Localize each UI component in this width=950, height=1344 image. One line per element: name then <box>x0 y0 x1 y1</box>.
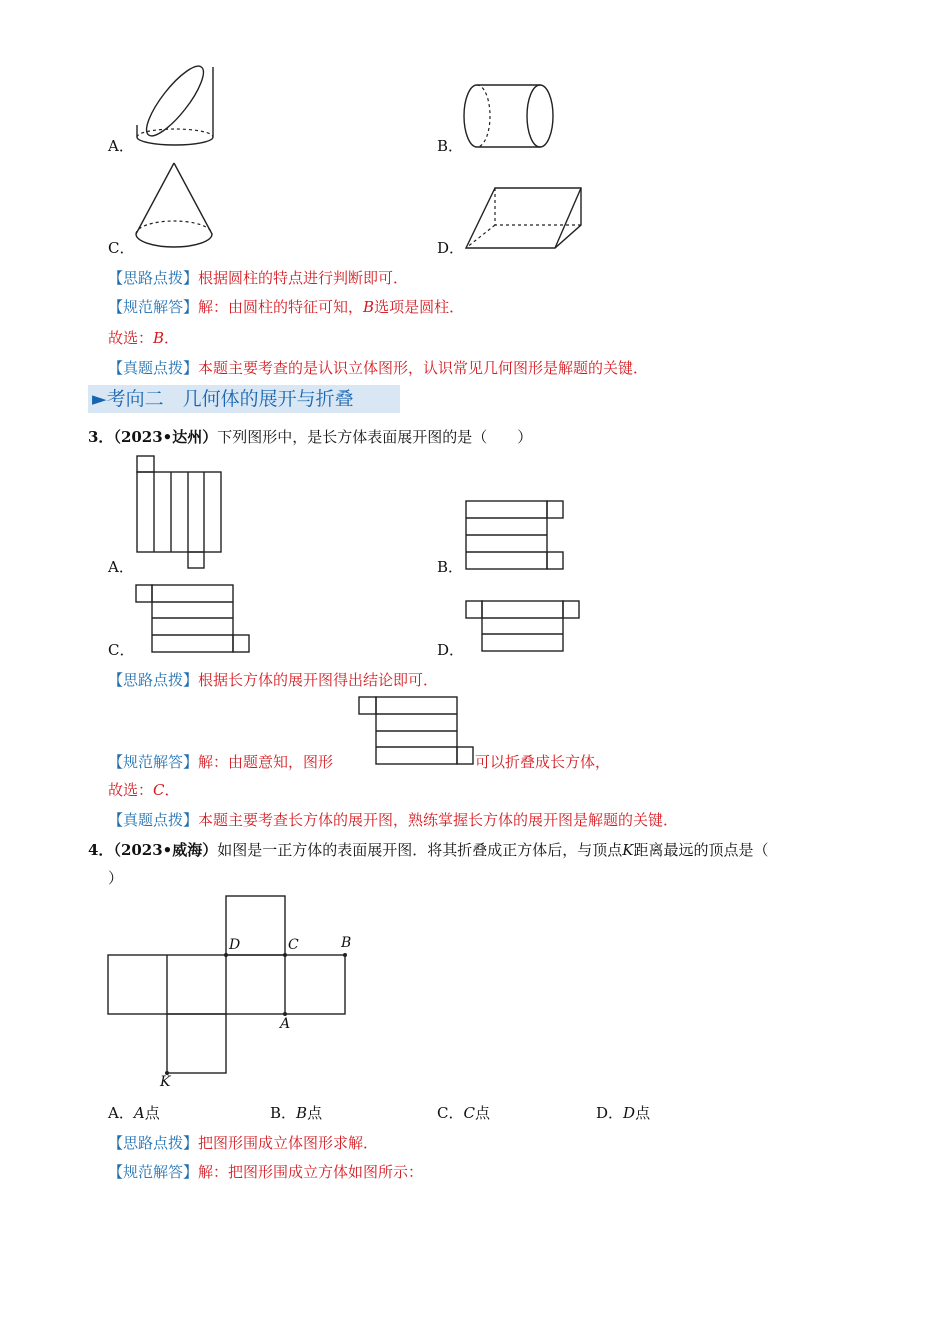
hint-label: 【思路点拨】 <box>108 671 199 689</box>
hint-text: 根据圆柱的特点进行判断即可． <box>198 269 409 287</box>
answer-label: 【规范解答】 <box>108 298 199 316</box>
option-suffix: 点 <box>474 1104 490 1122</box>
answer-text: 解：由题意知，图形 <box>198 753 334 771</box>
point-label-k: K <box>160 1074 171 1090</box>
q3-number: 3． <box>88 428 114 446</box>
answer-text: 解：把图形围成立方体如图所示： <box>198 1163 424 1181</box>
q2-hint-line <box>108 268 408 288</box>
point-label-a: A <box>280 1016 291 1032</box>
point-label-d: D <box>229 937 241 953</box>
q3-option-a-label[interactable]: A． <box>108 558 134 576</box>
q4-stem-text: 如图是一正方体的表面展开图．将其折叠成正方体后，与顶点 <box>217 841 623 859</box>
q3-option-c-label[interactable]: C． <box>108 641 135 659</box>
q4-stem <box>88 840 769 860</box>
choose-prefix: 故选： <box>108 329 154 347</box>
q4-stem-variable: K <box>622 841 634 859</box>
option-variable: C <box>463 1104 475 1122</box>
q4-option-a[interactable] <box>108 1103 160 1123</box>
choose-suffix: ． <box>164 781 180 799</box>
q4-answer-line <box>108 1162 423 1182</box>
hint-label: 【思路点拨】 <box>108 1134 199 1152</box>
option-suffix: 点 <box>144 1104 160 1122</box>
note-label: 【真题点拨】 <box>108 359 199 377</box>
q3-hint-line <box>108 670 438 690</box>
choose-answer: C <box>153 781 165 799</box>
note-label: 【真题点拨】 <box>108 811 199 829</box>
point-label-b: B <box>341 935 352 951</box>
option-variable: B <box>296 1104 308 1122</box>
option-label: C． <box>437 1104 464 1122</box>
figure-q3-net-c <box>135 584 253 654</box>
q3-stem <box>88 427 532 447</box>
point-label-c: C <box>288 937 299 953</box>
q2-option-a-label[interactable]: A． <box>108 137 134 155</box>
q4-stem-text-end: 距离最远的顶点是（ <box>633 841 769 859</box>
q4-source: （2023•威海） <box>113 841 218 859</box>
answer-label: 【规范解答】 <box>108 1163 199 1181</box>
note-text: 本题主要考查的是认识立体图形，认识常见几何图形是解题的关键． <box>198 359 649 377</box>
q2-option-c-label[interactable]: C． <box>108 239 135 257</box>
option-label: D． <box>596 1104 624 1122</box>
choose-answer: B <box>153 329 165 347</box>
q4-option-c[interactable] <box>437 1103 490 1123</box>
option-suffix: 点 <box>635 1104 651 1122</box>
q2-option-d-label[interactable]: D． <box>437 239 465 257</box>
q3-answer-line <box>108 752 333 772</box>
q3-option-b-label[interactable]: B． <box>437 558 464 576</box>
option-suffix: 点 <box>307 1104 323 1122</box>
choose-prefix: 故选： <box>108 781 154 799</box>
q4-number: 4． <box>88 841 114 859</box>
option-variable: A <box>133 1104 145 1122</box>
q2-note-line <box>108 358 648 378</box>
q3-source: （2023•达州） <box>113 428 218 446</box>
answer-text-end: 可以折叠成长方体， <box>475 753 611 771</box>
figure-q3-net-d <box>465 600 583 654</box>
section-title: 考向二 几何体的展开与折叠 <box>106 388 354 410</box>
note-text: 本题主要考查长方体的展开图，熟练掌握长方体的展开图是解题的关键． <box>198 811 679 829</box>
hint-text: 根据长方体的展开图得出结论即可． <box>198 671 439 689</box>
q4-option-d[interactable] <box>596 1103 650 1123</box>
section-heading <box>92 386 354 412</box>
figure-option-c-cone <box>132 160 217 255</box>
answer-text-end: 选项是圆柱． <box>374 298 465 316</box>
option-variable: D <box>623 1104 636 1122</box>
section-marker-icon: ► <box>92 388 107 410</box>
q4-hint-line <box>108 1133 378 1153</box>
q2-answer-line <box>108 297 464 317</box>
figure-option-d-prism <box>463 185 588 255</box>
choose-suffix: ． <box>164 329 180 347</box>
answer-label: 【规范解答】 <box>108 753 199 771</box>
q3-stem-text: 下列图形中，是长方体表面展开图的是（ ） <box>217 428 533 446</box>
figure-q3-answer-net <box>358 696 478 766</box>
q2-choose-line <box>108 328 179 348</box>
figure-option-a-slanted-cylinder <box>130 55 225 150</box>
option-label: A． <box>108 1104 134 1122</box>
q3-choose-line <box>108 780 180 800</box>
answer-text: 解：由圆柱的特征可知， <box>198 298 364 316</box>
q3-note-line <box>108 810 678 830</box>
figure-q3-net-b <box>465 500 567 572</box>
figure-q3-net-a <box>136 455 226 570</box>
figure-q4-cube-net <box>100 890 365 1090</box>
q2-option-b-label[interactable]: B． <box>437 137 464 155</box>
q4-option-b[interactable] <box>270 1103 322 1123</box>
q3-option-d-label[interactable]: D． <box>437 641 465 659</box>
q4-stem-close: ） <box>108 869 124 887</box>
answer-variable: B <box>363 298 375 316</box>
hint-label: 【思路点拨】 <box>108 269 199 287</box>
figure-option-b-cylinder <box>462 84 557 150</box>
option-label: B． <box>270 1104 297 1122</box>
hint-text: 把图形围成立体图形求解． <box>198 1134 379 1152</box>
